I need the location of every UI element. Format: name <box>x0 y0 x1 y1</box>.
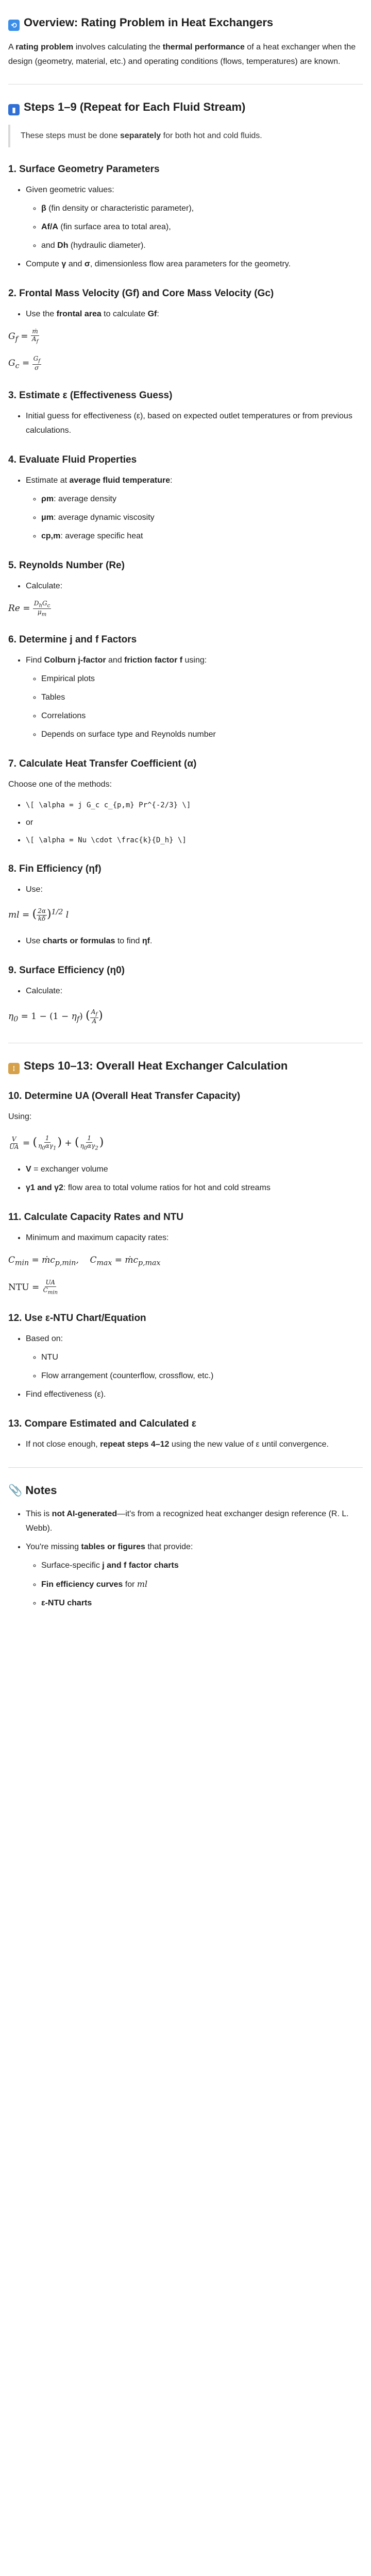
step-3-list <box>8 409 363 438</box>
list-item: ◦ ε-NTU charts <box>41 1596 363 1611</box>
step-5-list <box>8 579 363 594</box>
list-item: ◦ Flow arrangement (counterflow, crossflow, etc.) <box>41 1369 363 1383</box>
list-item: ◦ Depends on surface type and Reynolds number <box>41 727 363 742</box>
paperclip-icon: 📎 <box>8 1483 23 1497</box>
step-12-heading: 12. Use ε-NTU Chart/Equation <box>8 1312 146 1324</box>
list-item: • This is not AI-generated—it's from a recognized heat exchanger design reference (R. L. Webb). <box>26 1507 363 1536</box>
step-10-list <box>8 1162 363 1195</box>
list-item: • \[ \alpha = j G_c c_{p,m} Pr^{-2/3} \] <box>26 799 363 812</box>
list-item: • Calculate: <box>26 984 363 998</box>
step-7-heading: 7. Calculate Heat Transfer Coefficient (α) <box>8 758 197 770</box>
step-13-heading: 13. Compare Estimated and Calculated ε <box>8 1418 196 1429</box>
list-item: • Use: <box>26 883 363 897</box>
step-12-list <box>8 1332 363 1402</box>
formula-gc: $G_c$ = $\frac{G_f}{\sigma}$ <box>8 355 40 371</box>
overview-heading: ⟲ Overview: Rating Problem in Heat Exchangers <box>8 15 363 31</box>
step-4-list <box>8 473 363 544</box>
list-item: • Minimum and maximum capacity rates: <box>26 1231 363 1245</box>
divider <box>8 1467 363 1468</box>
list-item: • If not close enough, repeat steps 4–12 using the new value of ε until convergence. <box>26 1437 363 1452</box>
step-8-list-2 <box>8 934 363 948</box>
list-item: • Use the frontal area to calculate Gf: <box>26 307 363 321</box>
step-3-heading: 3. Estimate ε (Effectiveness Guess) <box>8 390 173 401</box>
notes-list <box>8 1507 363 1611</box>
list-item: • Initial guess for effectiveness (ε), based on expected outlet temperatures or from previous calculations. <box>26 409 363 438</box>
list-item: ◦ Fin efficiency curves for ml <box>41 1577 363 1592</box>
formula-gf: $G_f$ = $\frac{\text{ṁ}}{A_f}$ <box>8 328 39 345</box>
steps-10-13-heading: ⁞ Steps 10–13: Overall Heat Exchanger Calculation <box>8 1059 363 1074</box>
formula-ntu: NTU = $\frac{UA}{C_{min}}$ <box>8 1279 58 1296</box>
list-item: ◦ β (fin density or characteristic parameter), <box>41 201 363 216</box>
list-item: ◦ NTU <box>41 1350 363 1365</box>
step-4-heading: 4. Evaluate Fluid Properties <box>8 454 137 466</box>
steps-1-9-heading: ▮ Steps 1–9 (Repeat for Each Fluid Stream) <box>8 100 363 115</box>
step-6-list <box>8 653 363 742</box>
list-item: • Estimate at average fluid temperature: ◦ ρm: average density ◦ μm: average dynamic viscosity ◦ cp,m: average specific heat <box>26 473 363 544</box>
list-item: • V = exchanger volume <box>26 1162 363 1177</box>
notes-heading: 📎 Notes <box>8 1483 363 1498</box>
list-item: • Find Colburn j-factor and friction factor f using: ◦ Empirical plots ◦ Tables ◦ Correlations ◦ Depends on surface type and Reynolds number <box>26 653 363 742</box>
step-9-heading: 9. Surface Efficiency (η0) <box>8 965 125 976</box>
repeat-icon: ⟲ <box>8 20 20 31</box>
formula-re: Re = $\frac{D_hG_c}{\mu_m}$ <box>8 599 50 618</box>
step-2-list <box>8 307 363 321</box>
abacus-icon: ⁞ <box>8 1063 20 1074</box>
blue-book-icon: ▮ <box>8 104 20 115</box>
step-11-list <box>8 1231 363 1245</box>
list-item: • or <box>26 816 363 830</box>
list-item: • Based on: ◦ NTU ◦ Flow arrangement (counterflow, crossflow, etc.) <box>26 1332 363 1383</box>
step-10-heading: 10. Determine UA (Overall Heat Transfer Capacity) <box>8 1091 241 1102</box>
step-9-list <box>8 984 363 998</box>
list-item: ◦ Correlations <box>41 709 363 723</box>
step-7-list <box>8 799 363 847</box>
formula-ua: $\frac{V}{UA}$ = ( $\frac{1}{\eta_0\alpha\gamma_1}$ ) + ( $\frac{1}{\eta_0\alpha\gamma_2}$ ) <box>9 1134 104 1151</box>
list-item: • \[ \alpha = Nu \cdot \frac{k}{D_h} \] <box>26 834 363 847</box>
list-item: • Given geometric values: ◦ β (fin density or characteristic parameter), ◦ Af/A (fin surface area to total area), ◦ and Dh (hydraulic diameter). <box>26 183 363 253</box>
list-item: ◦ μm: average dynamic viscosity <box>41 511 363 525</box>
step-11-heading: 11. Calculate Capacity Rates and NTU <box>8 1211 184 1223</box>
list-item: • γ1 and γ2: flow area to total volume ratios for hot and cold streams <box>26 1181 363 1195</box>
list-item: • Calculate: <box>26 579 363 594</box>
list-item: • You're missing tables or figures that provide: ◦ Surface-specific j and f factor charts ◦ Fin efficiency curves for ml ◦ ε-NTU charts <box>26 1540 363 1611</box>
step-2-heading: 2. Frontal Mass Velocity (Gf) and Core Mass Velocity (Gc) <box>8 287 274 299</box>
steps-note-quote: These steps must be done separately for both hot and cold fluids. <box>8 125 363 147</box>
step-10-intro: Using: <box>8 1112 32 1122</box>
list-item: ◦ Af/A (fin surface area to total area), <box>41 220 363 234</box>
step-1-list <box>8 183 363 272</box>
overview-paragraph: A rating problem involves calculating the thermal performance of a heat exchanger when the design (geometry, material, etc.) and operating conditions (flows, temperatures) are known. <box>8 43 356 66</box>
step-8-list <box>8 883 363 897</box>
list-item: ◦ Tables <box>41 690 363 705</box>
formula-capacity: $C_{min}$ = ṁc$_{p,min}$, $C_{max}$ = ṁc$_{p,max}$ <box>8 1255 161 1267</box>
step-8-heading: 8. Fin Efficiency (ηf) <box>8 863 102 874</box>
step-6-heading: 6. Determine j and f Factors <box>8 634 137 646</box>
formula-eta0: $\eta_0 = 1 - (1 - \eta_f)$ ( $\frac{A_f}{A}$ ) <box>8 1008 103 1025</box>
step-1-heading: 1. Surface Geometry Parameters <box>8 163 160 175</box>
step-7-intro: Choose one of the methods: <box>8 780 112 789</box>
formula-ml: ml = ( $\frac{2\alpha}{k\delta}$ )$^{1/2}$ l <box>8 907 69 923</box>
list-item: ◦ Empirical plots <box>41 672 363 686</box>
step-13-list <box>8 1437 363 1452</box>
list-item: ◦ Surface-specific j and f factor charts <box>41 1558 363 1573</box>
list-item: • Find effectiveness (ε). <box>26 1387 363 1402</box>
list-item: ◦ cp,m: average specific heat <box>41 529 363 544</box>
list-item: • Compute γ and σ, dimensionless flow area parameters for the geometry. <box>26 257 363 272</box>
step-5-heading: 5. Reynolds Number (Re) <box>8 560 125 571</box>
list-item: ◦ ρm: average density <box>41 492 363 506</box>
list-item: ◦ and Dh (hydraulic diameter). <box>41 239 363 253</box>
list-item: • Use charts or formulas to find ηf. <box>26 934 363 948</box>
